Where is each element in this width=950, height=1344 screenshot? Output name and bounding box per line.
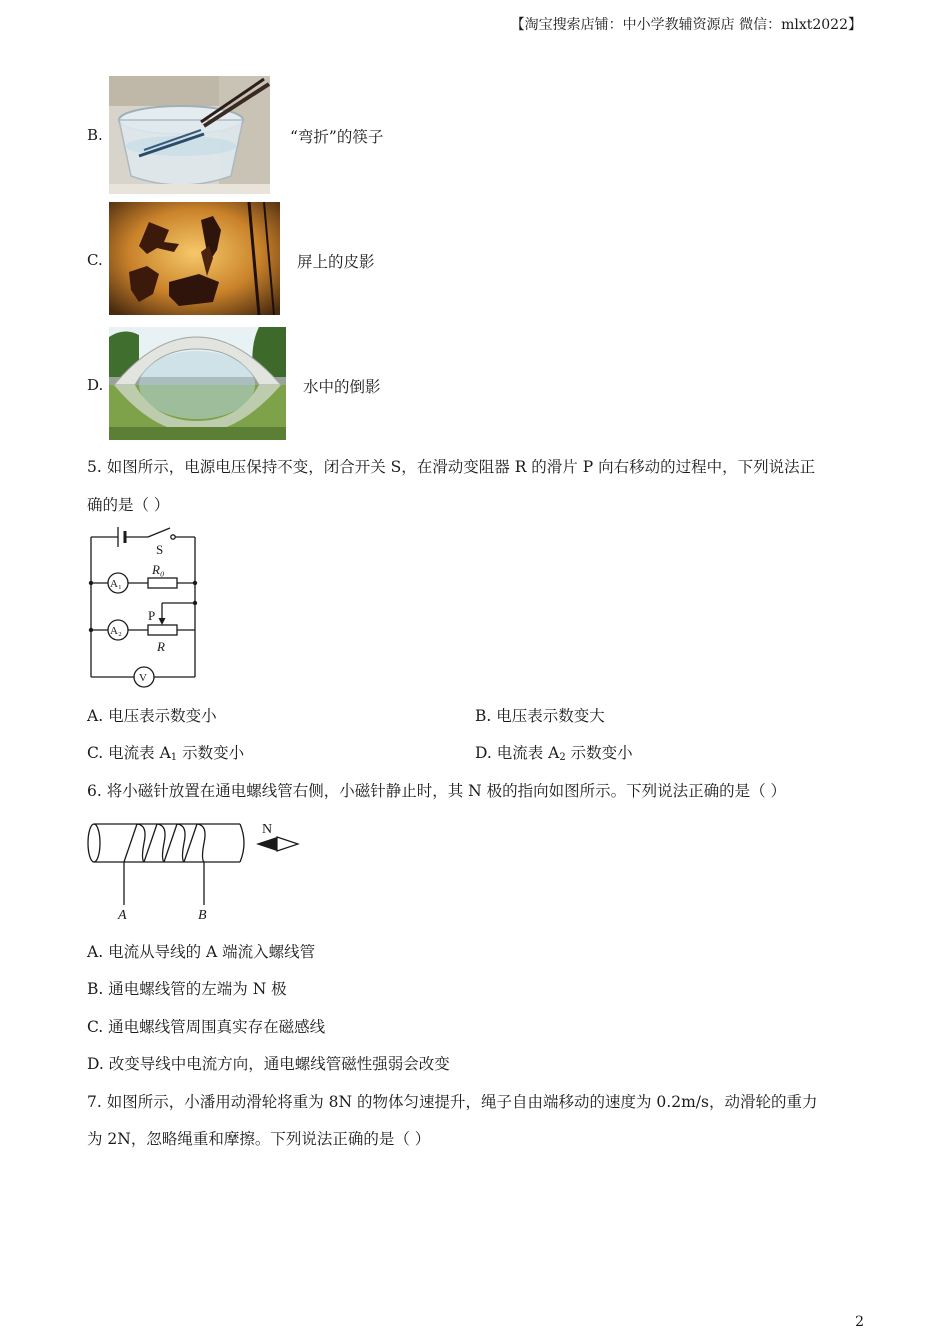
q6-option-a bbox=[87, 940, 315, 962]
q7-stem-line1: 7. 如图所示，小潘用动滑轮将重为 8N 的物体匀速提升，绳子自由端移动的速度为 0.2m/s，动滑轮的重力 bbox=[87, 1093, 818, 1111]
voltmeter-label: V bbox=[139, 672, 147, 684]
q6-option-d-text: 改变导线中电流方向，通电螺线管磁性强弱会改变 bbox=[108, 1055, 450, 1073]
q5-option-d-subscript: 2 bbox=[559, 752, 566, 763]
q5-circuit-diagram bbox=[80, 520, 210, 695]
q5-option-b-label: B. bbox=[475, 707, 492, 725]
q6-solenoid-diagram bbox=[82, 815, 312, 925]
q7-stem-line2: 为 2N，忽略绳重和摩擦。下列说法正确的是（ ） bbox=[87, 1130, 431, 1148]
terminal-b-label: B bbox=[198, 908, 207, 923]
q5-option-d-text: 电流表 A bbox=[496, 744, 560, 762]
switch-label: S bbox=[156, 542, 164, 557]
q5-stem-line1: 5. 如图所示，电源电压保持不变，闭合开关 S，在滑动变阻器 R 的滑片 P 向右移动的过程中，下列说法正 bbox=[87, 458, 816, 476]
q5-option-c-text-end: 示数变小 bbox=[177, 744, 245, 762]
q6-option-d-label: D. bbox=[87, 1055, 104, 1073]
q4-option-c-label: C. bbox=[87, 251, 103, 269]
q4-option-b-caption: “弯折”的筷子 bbox=[290, 128, 384, 146]
q6-option-a-label: A. bbox=[87, 943, 104, 961]
q6-option-a-text: 电流从导线的 A 端流入螺线管 bbox=[108, 943, 316, 961]
q5-option-a-label: A. bbox=[87, 707, 104, 725]
r-label: R bbox=[157, 639, 165, 654]
terminal-a-label: A bbox=[118, 908, 127, 923]
q5-option-d-text-end: 示数变小 bbox=[565, 744, 633, 762]
q6-option-c-text: 通电螺线管周围真实存在磁感线 bbox=[108, 1018, 326, 1036]
q5-option-c-text: 电流表 A bbox=[108, 744, 171, 762]
q6-option-b-label: B. bbox=[87, 980, 104, 998]
north-pole-label: N bbox=[262, 822, 273, 837]
q6-option-c-label: C. bbox=[87, 1018, 104, 1036]
page-number: 2 bbox=[855, 1314, 864, 1330]
q6-option-d bbox=[87, 1052, 450, 1074]
q5-option-b-text: 电压表示数变大 bbox=[496, 707, 605, 725]
q4-option-c-caption: 屏上的皮影 bbox=[297, 253, 375, 271]
shadow-puppet-photo bbox=[109, 202, 280, 315]
page-header: 【淘宝搜索店铺：中小学教辅资源店 微信：mlxt2022】 bbox=[510, 17, 862, 33]
q4-option-d-label: D. bbox=[87, 376, 104, 394]
bent-chopsticks-photo bbox=[109, 76, 270, 194]
q5-option-d bbox=[475, 741, 633, 763]
q5-stem-line2: 确的是（ ） bbox=[87, 496, 170, 514]
q5-option-d-label: D. bbox=[475, 744, 492, 762]
r0-label: R₀ bbox=[152, 562, 165, 577]
q5-option-a-text: 电压表示数变小 bbox=[108, 707, 217, 725]
q5-option-c bbox=[87, 741, 244, 763]
q4-option-d-caption: 水中的倒影 bbox=[303, 378, 381, 396]
q6-option-c bbox=[87, 1015, 325, 1037]
q6-stem: 6. 将小磁针放置在通电螺线管右侧，小磁针静止时，其 N 极的指向如图所示。下列说法正确的是（ ） bbox=[87, 782, 787, 800]
q6-option-b-text: 通电螺线管的左端为 N 极 bbox=[108, 980, 287, 998]
slider-p-label: P bbox=[148, 608, 156, 623]
bridge-reflection-photo bbox=[109, 327, 286, 440]
ammeter-a2-label: A₂ bbox=[110, 625, 122, 637]
q5-option-c-subscript: 1 bbox=[170, 752, 178, 763]
q4-option-b-label: B. bbox=[87, 126, 103, 144]
q6-option-b bbox=[87, 977, 287, 999]
q5-option-c-label: C. bbox=[87, 744, 104, 762]
q5-option-a bbox=[87, 704, 217, 726]
ammeter-a1-label: A₁ bbox=[110, 578, 122, 590]
q5-option-b bbox=[475, 704, 605, 726]
